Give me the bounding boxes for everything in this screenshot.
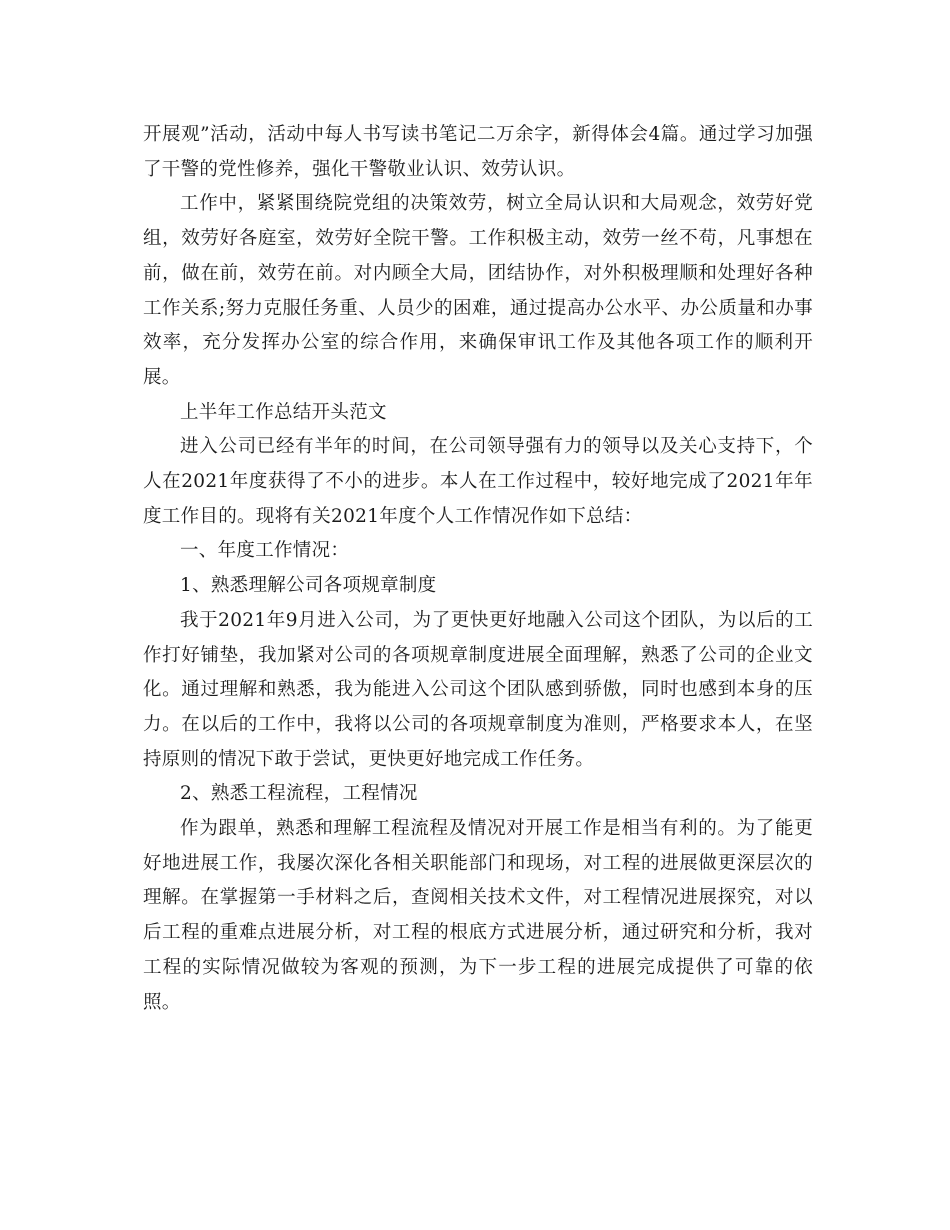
paragraph-process: 作为跟单，熟悉和理解工程流程及情况对开展工作是相当有利的。为了能更好地进展工作，我屡次深化各相关职能部门和现场，对工程的进展做更深层次的理解。在掌握第一手材料之后，查阅相关技术文件，对工程情况进展探究，对以后工程的重难点进展分析，对工程的根底方式进展分析，通过研究和分析，我对工程的实际情况做较为客观的预测，为下一步工程的进展完成提供了可靠的依照。 [143,818,813,1013]
subheading-process: 2、熟悉工程流程，工程情况 [180,783,418,805]
document-body [143,118,813,1020]
section-heading: 上半年工作总结开头范文 [180,401,387,423]
paragraph-work-service: 工作中，紧紧围绕院党组的决策效劳，树立全局认识和大局观念，效劳好党组，效劳好各庭室，效劳好全院干警。工作积极主动，效劳一丝不苟，凡事想在前，做在前，效劳在前。对内顾全大局，团结协作，对外积极理顺和处理好各种工作关系;努力克服任务重、人员少的困难，通过提高办公水平、办公质量和办事效率，充分发挥办公室的综合作用，来确保审讯工作及其他各项工作的顺利开展。 [143,193,813,388]
subheading-annual-work: 一、年度工作情况： [180,540,350,562]
paragraph-continuation: 开展观”活动，活动中每人书写读书笔记二万余字，新得体会4篇。通过学习加强了干警的党性修养，强化干警敬业认识、效劳认识。 [143,124,813,180]
paragraph-intro: 进入公司已经有半年的时间，在公司领导强有力的领导以及关心支持下，个人在2021年度获得了不小的进步。本人在工作过程中，较好地完成了2021年年度工作目的。现将有关2021年度个人工作情况作如下总结： [143,436,813,527]
paragraph-rules: 我于2021年9月进入公司，为了更快更好地融入公司这个团队，为以后的工作打好铺垫，我加紧对公司的各项规章制度进展全面理解，熟悉了公司的企业文化。通过理解和熟悉，我为能进入公司这个团队感到骄傲，同时也感到本身的压力。在以后的工作中，我将以公司的各项规章制度为准则，严格要求本人，在坚持原则的情况下敢于尝试，更快更好地完成工作任务。 [143,609,813,770]
subheading-rules: 1、熟悉理解公司各项规章制度 [180,575,437,597]
